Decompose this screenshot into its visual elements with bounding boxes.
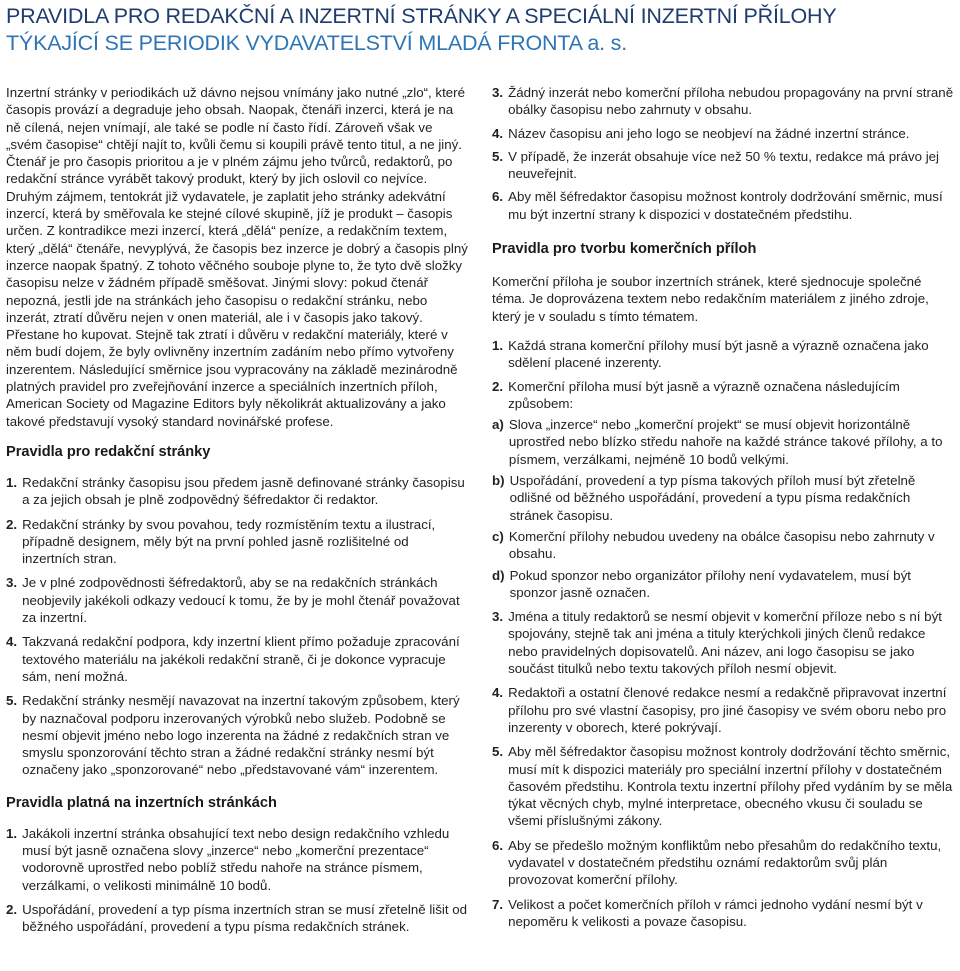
title-line-2: TÝKAJÍCÍ SE PERIODIK VYDAVATELSTVÍ MLADÁ FRONTA a. s.	[6, 31, 628, 55]
item-text: Redaktoři a ostatní členové redakce nesmí a redakčně připravovat inzertní přílohu pro své vlastní časopisy, pro jiné časopisy ve svém oboru nebo pro inzerenty v oborech, které pokrývají.	[508, 685, 947, 735]
section-heading-editorial: Pravidla pro redakční stránky	[6, 443, 211, 460]
item-letter: b)	[492, 473, 505, 489]
item-number: 6.	[492, 837, 504, 853]
item-text: Redakční stránky by svou povahou, tedy rozmístěním textu a ilustrací, případně designem, měly být na první pohled jasně rozlišitelné od inzertních stran.	[22, 516, 436, 567]
item-number: 3.	[492, 609, 504, 625]
item-number: 7.	[492, 896, 504, 912]
item-text: Takzvaná redakční podpora, kdy inzertní klient přímo požaduje zpracování textového materiálu na jakékoli redakční straně, či je dokonce vypracuje sám, není možná.	[22, 634, 460, 684]
item-number: 5.	[492, 148, 504, 164]
item-number: 2.	[492, 378, 504, 394]
list-item	[492, 837, 954, 889]
title-line-1: PRAVIDLA PRO REDAKČNÍ A INZERTNÍ STRÁNKY A SPECIÁLNÍ INZERTNÍ PŘÍLOHY	[6, 4, 837, 28]
document-title	[6, 3, 958, 57]
list-item	[6, 474, 468, 509]
left-column	[6, 84, 468, 935]
item-number: 3.	[492, 85, 504, 100]
item-text: Aby měl šéfredaktor časopisu možnost kontroly dodržování těchto směrnic, musí mít k dispozici materiály pro speciální inzertní přílohy v dostatečném časovém předstihu. Kontrola textu inzertní přílohy před vydáním by se měla týkat věcných chyb, mylné interpretace, obecného vkusu či souladu se všemi příslušnými zákony.	[508, 744, 953, 829]
item-number: 4.	[492, 685, 504, 701]
section-heading-ad-pages: Pravidla platná na inzertních stránkách	[6, 794, 277, 811]
item-letter: a)	[492, 417, 504, 433]
item-number: 1.	[492, 337, 504, 353]
list-item	[492, 337, 954, 372]
item-text: Je v plné zodpovědnosti šéfredaktorů, aby se na redakčních stránkách neobjevily jakékoli odkazy vedoucí k tomu, že by je mohl čtenář považovat za inzertní.	[22, 575, 460, 626]
item-text: Jména a tituly redaktorů se nesmí objevit v komerční příloze nebo s ní být spojovány, stejně tak ani jména a tituly kterýchkoli jiných členů redakce nebo pravidelných dopisovatelů. Ani název, ani logo časopisu se jako součást titulků nebo textu takových příloh nesmí objevit.	[508, 609, 942, 677]
item-number: 6.	[492, 189, 504, 205]
sub-list-item	[492, 567, 954, 602]
list-item	[492, 84, 954, 119]
item-text: Redakční stránky nesmějí navazovat na inzertní takovým způsobem, který by naznačoval podporu inzerovaných výrobků nebo služeb. Podobně se nesmí objevit jméno nebo logo inzerenta na žádné z redakčních stran ve smyslu sponzorování těchto stran a žádné redakční stránky nesmí být označeny jako „sponzorované“ nebo „představované vám“ inzerentem.	[22, 693, 460, 778]
list-item	[492, 743, 954, 829]
list-item	[492, 148, 954, 183]
commercial-intro-paragraph: Komerční příloha je soubor inzertních stránek, které sjednocuje společné téma. Je doprovázena textem nebo redakčním materiálem z jiného zdroje, který je v souladu s tímto tématem.	[492, 274, 929, 324]
right-column	[492, 84, 954, 930]
list-item	[492, 188, 954, 223]
item-number: 1.	[6, 474, 18, 490]
sub-list-item	[492, 528, 954, 563]
item-number: 2.	[6, 516, 18, 532]
item-text: Velikost a počet komerčních příloh v rámci jednoho vydání nesmí být v nepoměru k velikosti a povaze časopisu.	[508, 896, 923, 929]
list-item	[6, 574, 468, 626]
item-text: Každá strana komerční přílohy musí být jasně a výrazně označena jako sdělení placené inzerenty.	[508, 337, 929, 371]
item-text: Pokud sponzor nebo organizátor přílohy není vydavatelem, musí být sponzor jasně označen.	[509, 567, 911, 600]
list-item	[6, 825, 468, 894]
item-number: 2.	[6, 901, 18, 917]
item-text: Jakákoli inzertní stránka obsahující text nebo design redakčního vzhledu musí být jasně označena slovy „inzerce“ nebo „komerční prezentace“ vodorovně uprostřed nebo poblíž středu nahoře na stránce písmem, verzálkami, o velikosti minimálně 10 bodů.	[22, 825, 450, 893]
item-number: 3.	[6, 575, 18, 591]
item-text: Redakční stránky časopisu jsou předem jasně definované stránky časopisu a za jejich obsah je plně zodpovědný šéfredaktor či redaktor.	[22, 474, 465, 508]
item-text: Název časopisu ani jeho logo se neobjeví na žádné inzertní stránce.	[508, 125, 910, 141]
item-text: Aby měl šéfredaktor časopisu možnost kontroly dodržování směrnic, musí mu být inzertní strany k dispozici v dostatečném předstihu.	[508, 189, 943, 222]
item-text: Uspořádání, provedení a typ písma inzertních stran se musí zřetelně lišit od běžného uspořádání, provedení a typu písma redakčních stránek.	[22, 901, 468, 935]
item-letter: d)	[492, 567, 505, 583]
intro-paragraph: Inzertní stránky v periodikách už dávno nejsou vnímány jako nutné „zlo“, které časopis provází a degraduje jeho obsah. Naopak, čtenáři inzerci, která je na ně cílená, nejen vnímají, ale také se podle ní často řídí. Zároveň však ve „svém časopise“ chtějí najít to, kvůli čemu si koupili právě tento titul, a ne jiný. Čtenář je pro časopis prioritou a je v plném zájmu jeho tvůrců, redaktorů, po redakční stránce vyrábět takový produkt, který by jich oslovil co nejvíce. Druhým zájmem, tentokrát již vydavatele, je zaplatit jeho stránky adekvátní inzercí, která by směřovala ke stejné cílové skupině, jíž je produkt – časopis určen. Z kontradikce mezi inzercí, která „dělá“ peníze, a redakčním textem, který „dělá“ čtenáře, nevyplývá, že časopis bez inzerce je dobrý a časopis plný inzerce naopak špatný. Z tohoto věčného souboje plyne to, že tyto dvě složky časopisu nelze v žádném případě směšovat. Jinými slovy: pokud čtenář nepozná, jestli jde na stránkách jeho časopisu o redakční stránku, nebo inzerát, ztratí důvěru nejen v onen materiál, ale i v časopis jako takový. Přestane ho kupovat. Stejně tak ztratí i důvěru v redakční materiály, které v něm budí dojem, že byly ovlivněny inzertním zadáním nebo přímo vytvořeny inzerentem. Následující směrnice jsou vypracovány na základě mezinárodně platných pravidel pro zveřejňování inzerce a speciálních inzertních příloh, American Society od Magazine Editors byly několikrát aktualizovány a jako takové představují vysoký standard novinářské profese.	[6, 85, 468, 429]
sub-list-item	[492, 472, 954, 524]
list-item	[492, 608, 954, 677]
item-text: Komerční příloha musí být jasně a výrazně označena následujícím způsobem:	[508, 378, 900, 411]
list-item	[6, 516, 468, 568]
item-number: 5.	[492, 744, 504, 760]
list-item	[492, 125, 954, 142]
list-item	[6, 901, 468, 936]
list-item	[6, 633, 468, 685]
sub-list-item	[492, 416, 954, 468]
item-text: Komerční přílohy nebudou uvedeny na obálce časopisu nebo zahrnuty v obsahu.	[508, 528, 935, 562]
item-text: Uspořádání, provedení a typ písma takových příloh musí být zřetelně odlišné od běžného uspořádání, provedení a typu písma redakčních stránek časopisu.	[509, 473, 916, 523]
list-item	[492, 896, 954, 931]
item-text: Aby se předešlo možným konfliktům nebo přesahům do redakčního textu, vydavatel v dostatečném předstihu oznámí redaktorům svůj plán provozovat komerční přílohy.	[508, 837, 942, 888]
item-letter: c)	[492, 528, 504, 544]
item-number: 4.	[6, 634, 18, 650]
list-item	[492, 378, 954, 413]
list-item	[492, 684, 954, 736]
section-heading-commercial: Pravidla pro tvorbu komerčních příloh	[492, 241, 757, 258]
item-number: 1.	[6, 825, 18, 841]
item-number: 4.	[492, 125, 504, 141]
item-text: Slova „inzerce“ nebo „komerční projekt“ se musí objevit horizontálně uprostřed nebo blízko středu nahoře na každé stránce takové přílohy, a to písmem, verzálkami, nejméně 10 bodů velkými.	[508, 417, 943, 467]
item-number: 5.	[6, 693, 18, 709]
list-item	[6, 692, 468, 778]
item-text: Žádný inzerát nebo komerční příloha nebudou propagovány na první straně obálky časopisu nebo zahrnuty v obsahu.	[508, 85, 954, 118]
item-text: V případě, že inzerát obsahuje více než 50 % textu, redakce má právo jej neuveřejnit.	[508, 148, 940, 182]
